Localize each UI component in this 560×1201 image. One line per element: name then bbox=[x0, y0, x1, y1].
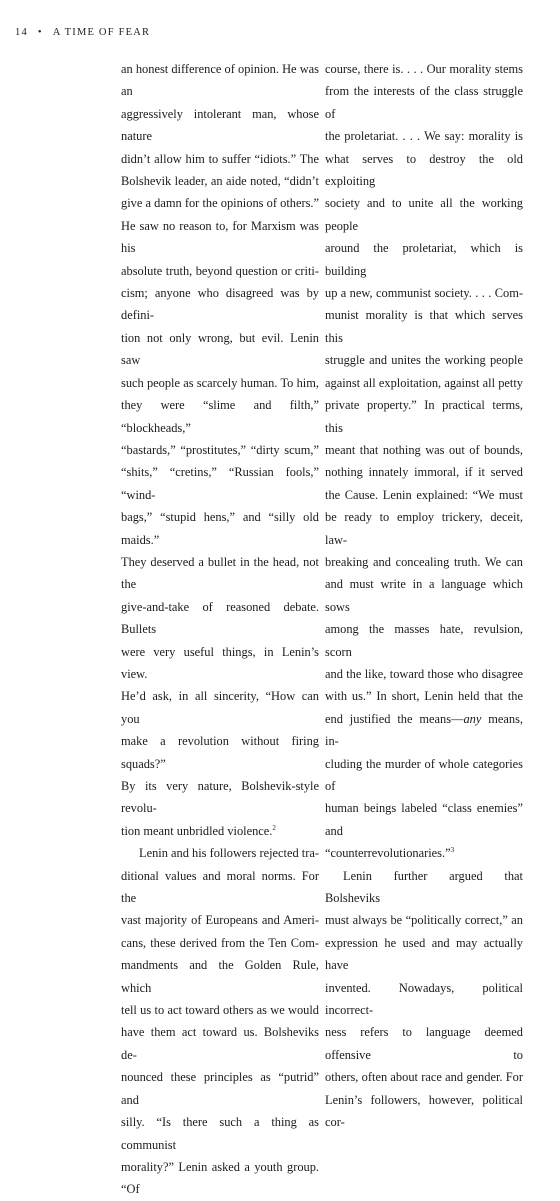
text-line: vast majority of Europeans and Ameri- bbox=[121, 913, 319, 928]
text-line: have them act toward us. Bolsheviks de- bbox=[121, 1025, 319, 1062]
text-fragment: means, in- bbox=[325, 711, 523, 749]
text-line: nounced these principles as “putrid” and bbox=[121, 1070, 319, 1107]
text-line: the proletariat. . . . We say: morality is bbox=[325, 129, 523, 144]
text-line: He’d ask, in all sincerity, “How can you bbox=[121, 689, 319, 726]
text-line: and the like, toward those who disagree bbox=[325, 666, 523, 681]
text-line: tell us to act toward others as we would bbox=[121, 1003, 319, 1018]
text-line: cluding the murder of whole categories of bbox=[325, 756, 523, 793]
text-line: munist morality is that which serves this bbox=[325, 308, 523, 345]
text-line: around the proletariat, which is building bbox=[325, 241, 523, 278]
text-line: bags,” “stupid hens,” and “silly old maids.” bbox=[121, 510, 319, 547]
text-line: ditional values and moral norms. For the bbox=[121, 868, 319, 906]
page-number: 14 bbox=[15, 27, 28, 38]
text-line: He saw no reason to, for Marxism was his bbox=[121, 218, 319, 256]
text-line: aggressively intolerant man, whose nature bbox=[121, 106, 319, 144]
text-line: human beings labeled “class enemies” and bbox=[325, 801, 523, 838]
text-line: mandments and the Golden Rule, which bbox=[121, 958, 319, 995]
text-line: an honest difference of opinion. He was an bbox=[121, 62, 319, 99]
text-line: Bolshevik leader, an aide noted, “didn’t bbox=[121, 174, 319, 189]
text-line: By its very nature, Bolshevik-style revolu- bbox=[121, 779, 319, 816]
left-column bbox=[121, 58, 319, 1201]
running-head bbox=[15, 27, 150, 38]
text-line: expression he used and may actually have bbox=[325, 935, 523, 973]
text-line: up a new, communist society. . . . Com- bbox=[325, 286, 523, 301]
text-fragment: tion meant unbridled violence. bbox=[121, 823, 273, 838]
text-line: silly. “Is there such a thing as communist bbox=[121, 1115, 319, 1152]
text-fragment: “counterrevolutionaries.” bbox=[325, 846, 451, 861]
text-line: and must write in a language which sows bbox=[325, 577, 523, 614]
header-separator: • bbox=[37, 27, 43, 38]
text-line-with-emphasis bbox=[325, 708, 523, 753]
text-line: course, there is. . . . Our morality stems bbox=[325, 62, 523, 76]
text-line: such people as scarcely human. To him, bbox=[121, 375, 319, 390]
text-line: “shits,” “cretins,” “Russian fools,” “wind- bbox=[121, 465, 319, 502]
text-line: meant that nothing was out of bounds, bbox=[325, 442, 523, 457]
right-column bbox=[325, 58, 523, 1134]
book-title: A TIME OF FEAR bbox=[52, 27, 151, 38]
text-fragment: end justified the means— bbox=[325, 711, 464, 726]
footnote-ref[interactable]: 3 bbox=[450, 846, 455, 855]
text-line: make a revolution without firing squads?” bbox=[121, 734, 319, 771]
paragraph-end-line bbox=[121, 820, 319, 842]
text-line: cans, these derived from the Ten Com- bbox=[121, 935, 319, 950]
text-line: private property.” In practical terms, this bbox=[325, 398, 523, 435]
text-line: tion not only wrong, but evil. Lenin saw bbox=[121, 330, 319, 368]
text-line: nothing innately immoral, if it served bbox=[325, 465, 523, 480]
text-line: from the interests of the class struggle of bbox=[325, 84, 523, 121]
text-line: They deserved a bullet in the head, not the bbox=[121, 554, 319, 592]
text-line: struggle and unites the working people bbox=[325, 353, 523, 368]
paragraph-end-line bbox=[325, 842, 523, 864]
text-line: invented. Nowadays, political incorrect- bbox=[325, 980, 523, 1018]
text-line: with us.” In short, Lenin held that the bbox=[325, 689, 523, 704]
text-line: the Cause. Lenin explained: “We must bbox=[325, 487, 523, 502]
text-line: must always be “politically correct,” an bbox=[325, 913, 523, 928]
text-line: didn’t allow him to suffer “idiots.” The bbox=[121, 151, 319, 166]
text-line: Lenin’s followers, however, political cor- bbox=[325, 1092, 523, 1130]
text-line: absolute truth, beyond question or criti- bbox=[121, 263, 319, 278]
emphasis-text: any bbox=[463, 711, 482, 726]
text-line: were very useful things, in Lenin’s view. bbox=[121, 644, 319, 681]
text-line: what serves to destroy the old exploiting bbox=[325, 151, 523, 189]
text-line: morality?” Lenin asked a youth group. “Of bbox=[121, 1159, 319, 1197]
text-line: society and to unite all the working people bbox=[325, 196, 523, 233]
text-line: among the masses hate, revulsion, scorn bbox=[325, 622, 523, 659]
text-line: breaking and concealing truth. We can bbox=[325, 554, 523, 569]
text-line: give a damn for the opinions of others.” bbox=[121, 196, 319, 211]
text-line: cism; anyone who disagreed was by defini- bbox=[121, 286, 319, 323]
text-line: ness refers to language deemed offensive to bbox=[325, 1025, 523, 1062]
text-line: be ready to employ trickery, deceit, law- bbox=[325, 510, 523, 547]
footnote-ref[interactable]: 2 bbox=[272, 823, 276, 832]
text-line: against all exploitation, against all petty bbox=[325, 375, 523, 390]
text-line: Lenin further argued that Bolsheviks bbox=[325, 868, 523, 906]
text-line: they were “slime and filth,” “blockheads,” bbox=[121, 398, 319, 435]
text-line: give-and-take of reasoned debate. Bullets bbox=[121, 599, 319, 637]
text-line: “bastards,” “prostitutes,” “dirty scum,” bbox=[121, 442, 319, 457]
text-line: Lenin and his followers rejected tra- bbox=[139, 846, 319, 861]
text-line: others, often about race and gender. For bbox=[325, 1070, 523, 1085]
